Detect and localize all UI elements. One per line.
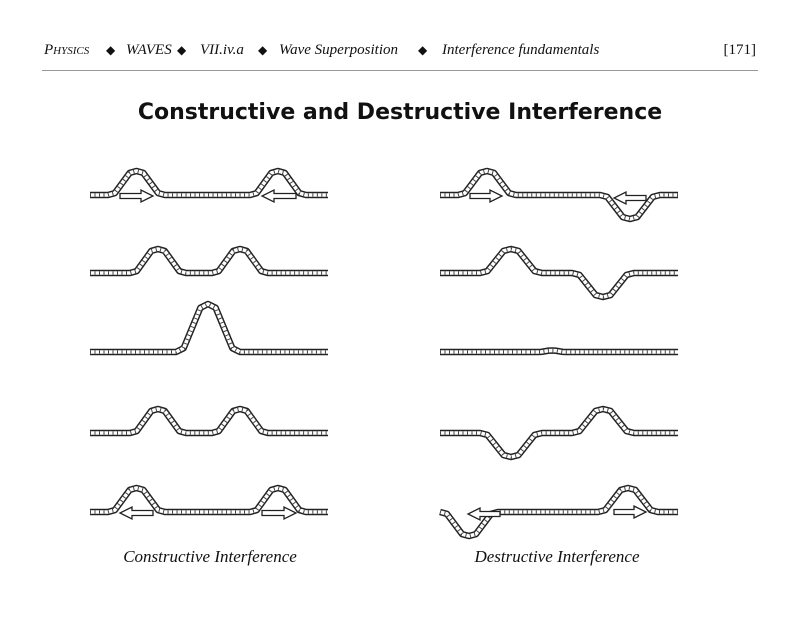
rope [440, 249, 678, 297]
caption-constructive: Constructive Interference [123, 547, 297, 566]
diagram-title: Constructive and Destructive Interference [137, 100, 663, 125]
arrow-left-icon [614, 192, 646, 204]
arrow-left-icon [262, 190, 296, 202]
rope [90, 409, 328, 433]
rope [440, 351, 678, 353]
separator-icon: ◆ [258, 43, 268, 57]
page-number: [171] [723, 42, 756, 58]
rope [90, 249, 328, 273]
separator-icon: ◆ [106, 43, 116, 57]
rope [440, 409, 678, 457]
rope [90, 488, 328, 512]
arrow-right-icon [614, 506, 646, 518]
header-topic: Wave Superposition [279, 42, 399, 58]
arrow-right-icon [470, 190, 502, 202]
arrow-right-icon [120, 190, 153, 202]
header-subject: Physics [44, 42, 90, 58]
header-chapter: VII.iv.a [200, 42, 244, 58]
arrow-right-icon [262, 507, 296, 519]
rope [90, 304, 328, 352]
arrow-left-icon [120, 507, 153, 519]
caption-destructive: Destructive Interference [474, 547, 640, 566]
separator-icon: ◆ [177, 43, 187, 57]
header-subtopic: Interference fundamentals [442, 42, 600, 58]
header-section: WAVES [126, 42, 172, 58]
separator-icon: ◆ [418, 43, 428, 57]
rope [90, 171, 328, 195]
